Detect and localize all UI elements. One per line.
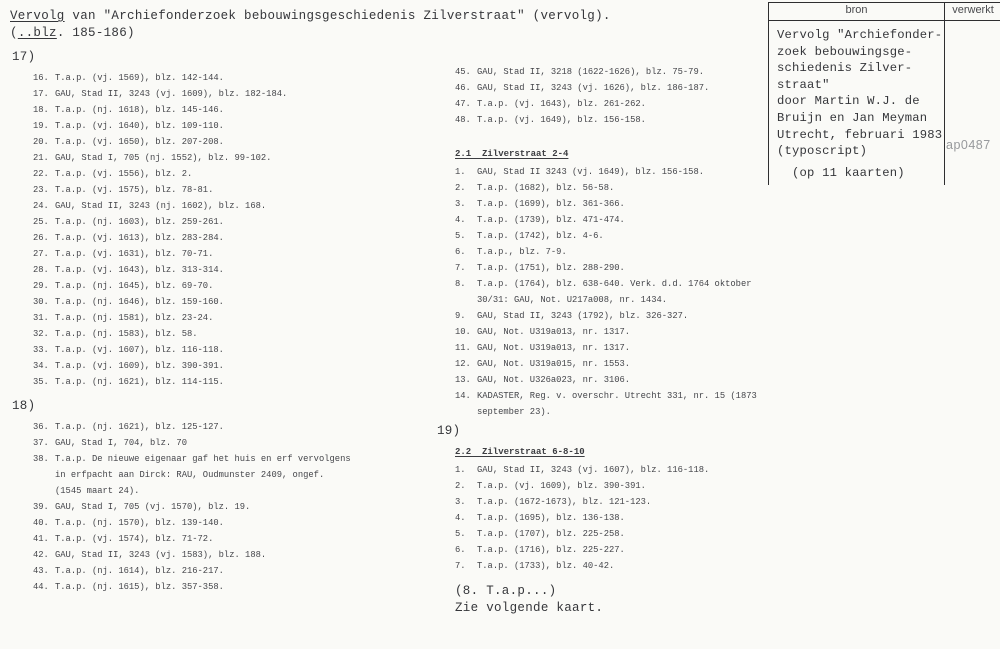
item-text <box>477 164 797 180</box>
text-line: T.a.p. (vj. 1569), blz. 142-144. <box>55 73 224 83</box>
item-text <box>55 563 432 579</box>
text-line: T.a.p. (nj. 1570), blz. 139-140. <box>55 518 224 528</box>
list-item <box>33 294 432 310</box>
text-line: GAU, Not. U326a023, nr. 3106. <box>477 375 631 385</box>
kaarten-note: (op 11 kaarten) <box>777 165 905 180</box>
list-item <box>455 180 797 196</box>
text-line: T.a.p. (nj. 1645), blz. 69-70. <box>55 281 214 291</box>
item-number: 19. <box>33 121 49 131</box>
item-number: 2. <box>455 481 466 491</box>
item-number: 39. <box>33 502 49 512</box>
note-line: (8. T.a.p...) <box>455 584 557 598</box>
item-number: 8. <box>455 279 466 289</box>
item-number: 22. <box>33 169 49 179</box>
text-line: september 23). <box>477 407 551 417</box>
text-line: T.a.p., blz. 7-9. <box>477 247 567 257</box>
item-text <box>477 356 797 372</box>
item-text <box>55 515 432 531</box>
text-line: T.a.p. (vj. 1609), blz. 390-391. <box>55 361 224 371</box>
item-number: 38. <box>33 454 49 464</box>
section <box>12 399 432 595</box>
item-text <box>477 462 797 478</box>
text-line: Bruijn en Jan Meyman <box>777 110 928 125</box>
item-number: 16. <box>33 73 49 83</box>
item-text <box>477 112 797 128</box>
list-item <box>455 356 797 372</box>
text-line: in erfpacht aan Dirck: RAU, Oudmunster 2409, ongef. <box>55 470 325 480</box>
list-item <box>33 198 432 214</box>
item-number: 25. <box>33 217 49 227</box>
item-text <box>55 435 432 451</box>
document-header <box>10 8 611 42</box>
item-text <box>55 70 432 86</box>
item-text <box>55 150 432 166</box>
item-text <box>477 340 797 356</box>
section-label: 19) <box>437 424 461 438</box>
item-text <box>477 212 797 228</box>
text-line: T.a.p. (1751), blz. 288-290. <box>477 263 625 273</box>
item-text <box>55 531 432 547</box>
item-text <box>477 494 797 510</box>
item-text <box>55 499 432 515</box>
text-line: T.a.p. (nj. 1583), blz. 58. <box>55 329 198 339</box>
item-number: 6. <box>455 545 466 555</box>
item-number: 10. <box>455 327 471 337</box>
item-list <box>437 164 797 420</box>
text-line: T.a.p. (nj. 1615), blz. 357-358. <box>55 582 224 592</box>
item-number: 26. <box>33 233 49 243</box>
list-item <box>33 374 432 390</box>
text-line: T.a.p. (vj. 1575), blz. 78-81. <box>55 185 214 195</box>
item-number: 30. <box>33 297 49 307</box>
text-line: GAU, Stad II, 3243 (nj. 1602), blz. 168. <box>55 201 267 211</box>
item-text <box>55 198 432 214</box>
text-line: T.a.p. (vj. 1650), blz. 207-208. <box>55 137 224 147</box>
section <box>437 444 797 574</box>
item-number: 17. <box>33 89 49 99</box>
item-text <box>477 372 797 388</box>
list-item <box>455 308 797 324</box>
item-number: 6. <box>455 247 466 257</box>
list-item <box>455 196 797 212</box>
list-item <box>33 435 432 451</box>
left-column <box>12 50 432 595</box>
item-text <box>477 478 797 494</box>
item-number: 3. <box>455 497 466 507</box>
text-line: GAU, Stad II, 3243 (1792), blz. 326-327. <box>477 311 689 321</box>
item-text <box>477 276 797 308</box>
item-text <box>477 260 797 276</box>
section <box>437 146 797 420</box>
item-number: 47. <box>455 99 471 109</box>
text-line: GAU, Stad I, 705 (nj. 1552), blz. 99-102. <box>55 153 272 163</box>
list-item <box>33 230 432 246</box>
list-item <box>455 372 797 388</box>
item-number: 42. <box>33 550 49 560</box>
section <box>437 583 797 617</box>
item-text <box>477 196 797 212</box>
list-item <box>33 326 432 342</box>
item-number: 32. <box>33 329 49 339</box>
text-line: straat" <box>777 77 830 92</box>
item-text <box>55 262 432 278</box>
subsection-title: 2.2 Zilverstraat 6-8-10 <box>455 447 585 457</box>
item-text <box>55 166 432 182</box>
list-item <box>33 182 432 198</box>
text-line: T.a.p. (vj. 1607), blz. 116-118. <box>55 345 224 355</box>
text-line: GAU, Stad II, 3243 (vj. 1583), blz. 188. <box>55 550 267 560</box>
list-item <box>33 358 432 374</box>
text-line: T.a.p. (nj. 1621), blz. 114-115. <box>55 377 224 387</box>
item-number: 27. <box>33 249 49 259</box>
item-text <box>55 310 432 326</box>
item-text <box>55 246 432 262</box>
text-line: zoek bebouwingsge- <box>777 44 913 59</box>
text-line: T.a.p. (nj. 1618), blz. 145-146. <box>55 105 224 115</box>
list-item <box>33 515 432 531</box>
item-text <box>477 80 797 96</box>
item-number: 14. <box>455 391 471 401</box>
list-item <box>455 510 797 526</box>
verwerkt-value: ap0487 <box>946 138 991 152</box>
text-line: T.a.p. (vj. 1613), blz. 283-284. <box>55 233 224 243</box>
list-item <box>33 166 432 182</box>
text-line: GAU, Stad II, 3218 (1622-1626), blz. 75-79. <box>477 67 704 77</box>
item-text <box>55 342 432 358</box>
text-line: KADASTER, Reg. v. overschr. Utrecht 331, nr. 15 (1873 <box>477 391 757 401</box>
text-line: T.a.p. (1682), blz. 56-58. <box>477 183 615 193</box>
list-item <box>455 80 797 96</box>
list-item <box>455 112 797 128</box>
item-number: 35. <box>33 377 49 387</box>
item-text <box>55 374 432 390</box>
item-number: 43. <box>33 566 49 576</box>
text-line: T.a.p. (1733), blz. 40-42. <box>477 561 615 571</box>
text-line: Utrecht, februari 1983 <box>777 127 943 142</box>
list-item <box>33 547 432 563</box>
item-number: 7. <box>455 561 466 571</box>
item-text <box>477 244 797 260</box>
text-line: T.a.p. (1716), blz. 225-227. <box>477 545 625 555</box>
list-item <box>33 86 432 102</box>
verwerkt-header: verwerkt <box>952 4 994 16</box>
item-number: 28. <box>33 265 49 275</box>
text-line: GAU, Not. U319a015, nr. 1553. <box>477 359 631 369</box>
item-text <box>477 324 797 340</box>
text-line: GAU, Not. U319a013, nr. 1317. <box>477 327 631 337</box>
item-number: 41. <box>33 534 49 544</box>
item-number: 18. <box>33 105 49 115</box>
item-text <box>55 547 432 563</box>
list-item <box>455 388 797 420</box>
item-number: 34. <box>33 361 49 371</box>
list-item <box>33 531 432 547</box>
list-item <box>33 262 432 278</box>
item-number: 5. <box>455 231 466 241</box>
text-line: door Martin W.J. de <box>777 94 920 109</box>
item-text <box>55 278 432 294</box>
item-list <box>12 419 432 595</box>
text-line: GAU, Stad II, 3243 (vj. 1626), blz. 186-187. <box>477 83 710 93</box>
item-text <box>477 388 797 420</box>
list-item <box>33 499 432 515</box>
text-line: T.a.p. (vj. 1640), blz. 109-110. <box>55 121 224 131</box>
item-text <box>55 419 432 435</box>
item-text <box>55 118 432 134</box>
list-item <box>33 451 432 499</box>
text-line: T.a.p. (1695), blz. 136-138. <box>477 513 625 523</box>
list-item <box>455 478 797 494</box>
text-line: T.a.p. (nj. 1581), blz. 23-24. <box>55 313 214 323</box>
title-rest: van "Archiefonderzoek bebouwingsgeschiedenis Zilverstraat" (vervolg). <box>64 9 611 23</box>
text-line: GAU, Stad II 3243 (vj. 1649), blz. 156-158. <box>477 167 704 177</box>
item-number: 12. <box>455 359 471 369</box>
list-item <box>455 64 797 80</box>
item-number: 21. <box>33 153 49 163</box>
list-item <box>455 462 797 478</box>
text-line: Vervolg "Archiefonder- <box>777 28 943 42</box>
bron-source-lines <box>777 27 943 160</box>
text-line: T.a.p. (vj. 1574), blz. 71-72. <box>55 534 214 544</box>
item-text <box>55 214 432 230</box>
list-item <box>33 278 432 294</box>
text-line: T.a.p. (nj. 1646), blz. 159-160. <box>55 297 224 307</box>
text-line: T.a.p. (nj. 1621), blz. 125-127. <box>55 422 224 432</box>
item-number: 5. <box>455 529 466 539</box>
item-text <box>55 86 432 102</box>
text-line: T.a.p. (vj. 1649), blz. 156-158. <box>477 115 646 125</box>
text-line: T.a.p. (1672-1673), blz. 121-123. <box>477 497 652 507</box>
bron-verwerkt-box <box>768 2 1000 185</box>
text-line: schiedenis Zilver- <box>777 61 913 76</box>
section <box>437 64 797 128</box>
list-item <box>33 102 432 118</box>
item-text <box>477 180 797 196</box>
item-number: 36. <box>33 422 49 432</box>
text-line: GAU, Stad II, 3243 (vj. 1609), blz. 182-184. <box>55 89 288 99</box>
item-number: 7. <box>455 263 466 273</box>
item-number: 46. <box>455 83 471 93</box>
text-line: GAU, Stad II, 3243 (vj. 1607), blz. 116-118. <box>477 465 710 475</box>
section <box>12 50 432 390</box>
text-line: T.a.p. (1699), blz. 361-366. <box>477 199 625 209</box>
subsection-title: 2.1 Zilverstraat 2-4 <box>455 149 569 159</box>
list-item <box>33 579 432 595</box>
item-list <box>437 462 797 574</box>
item-text <box>477 96 797 112</box>
text-line: T.a.p. (vj. 1643), blz. 313-314. <box>55 265 224 275</box>
bron-text <box>777 27 943 181</box>
item-number: 1. <box>455 167 466 177</box>
list-item <box>33 134 432 150</box>
list-item <box>455 324 797 340</box>
item-number: 4. <box>455 215 466 225</box>
list-item <box>33 563 432 579</box>
list-item <box>455 340 797 356</box>
item-number: 11. <box>455 343 471 353</box>
item-text <box>477 542 797 558</box>
section-label: 18) <box>12 399 36 413</box>
list-item <box>33 419 432 435</box>
list-item <box>33 150 432 166</box>
list-item <box>33 342 432 358</box>
text-line: T.a.p. (vj. 1556), blz. 2. <box>55 169 193 179</box>
text-line: T.a.p. (1742), blz. 4-6. <box>477 231 604 241</box>
section-label: 17) <box>12 50 36 64</box>
text-line: T.a.p. (1764), blz. 638-640. Verk. d.d. 1764 oktober <box>477 279 752 289</box>
item-number: 31. <box>33 313 49 323</box>
item-number: 45. <box>455 67 471 77</box>
list-item <box>33 118 432 134</box>
bron-header: bron <box>845 4 868 16</box>
text-line: T.a.p. (vj. 1609), blz. 390-391. <box>477 481 646 491</box>
right-column <box>437 64 797 617</box>
item-text <box>55 294 432 310</box>
section <box>437 424 797 439</box>
text-line: T.a.p. De nieuwe eigenaar gaf het huis en erf vervolgens <box>55 454 351 464</box>
item-number: 23. <box>33 185 49 195</box>
item-number: 37. <box>33 438 49 448</box>
text-line: GAU, Not. U319a013, nr. 1317. <box>477 343 631 353</box>
list-item <box>455 228 797 244</box>
item-text <box>55 230 432 246</box>
list-item <box>455 244 797 260</box>
item-text <box>55 579 432 595</box>
item-number: 1. <box>455 465 466 475</box>
box-header-row <box>769 3 1000 21</box>
item-text <box>477 64 797 80</box>
item-list <box>12 70 432 390</box>
text-line: 30/31: GAU, Not. U217a008, nr. 1434. <box>477 295 668 305</box>
list-item <box>455 260 797 276</box>
list-item <box>455 494 797 510</box>
text-line: T.a.p. (1739), blz. 471-474. <box>477 215 625 225</box>
item-number: 3. <box>455 199 466 209</box>
list-item <box>455 276 797 308</box>
list-item <box>455 96 797 112</box>
item-text <box>55 182 432 198</box>
item-text <box>55 102 432 118</box>
list-item <box>33 310 432 326</box>
item-text <box>55 451 432 499</box>
list-item <box>33 214 432 230</box>
text-line: T.a.p. (nj. 1603), blz. 259-261. <box>55 217 224 227</box>
list-item <box>455 558 797 574</box>
note-line: Zie volgende kaart. <box>455 601 604 615</box>
item-number: 20. <box>33 137 49 147</box>
text-line: T.a.p. (vj. 1643), blz. 261-262. <box>477 99 646 109</box>
text-line: (1545 maart 24). <box>55 486 140 496</box>
document-title <box>10 8 611 25</box>
list-item <box>455 542 797 558</box>
item-number: 29. <box>33 281 49 291</box>
text-line: T.a.p. (vj. 1631), blz. 70-71. <box>55 249 214 259</box>
item-number: 4. <box>455 513 466 523</box>
item-text <box>477 308 797 324</box>
box-column-divider <box>944 3 945 185</box>
item-number: 40. <box>33 518 49 528</box>
item-text <box>477 510 797 526</box>
item-number: 13. <box>455 375 471 385</box>
item-text <box>477 228 797 244</box>
text-line: (typoscript) <box>777 144 868 159</box>
item-list <box>437 64 797 128</box>
item-text <box>55 326 432 342</box>
text-line: GAU, Stad I, 705 (vj. 1570), blz. 19. <box>55 502 251 512</box>
text-line: T.a.p. (nj. 1614), blz. 216-217. <box>55 566 224 576</box>
list-item <box>455 212 797 228</box>
list-item <box>455 164 797 180</box>
item-number: 2. <box>455 183 466 193</box>
item-number: 9. <box>455 311 466 321</box>
list-item <box>33 246 432 262</box>
item-text <box>477 558 797 574</box>
list-item <box>33 70 432 86</box>
item-number: 24. <box>33 201 49 211</box>
item-number: 44. <box>33 582 49 592</box>
item-text <box>55 134 432 150</box>
text-line: GAU, Stad I, 704, blz. 70 <box>55 438 187 448</box>
item-number: 33. <box>33 345 49 355</box>
item-text <box>477 526 797 542</box>
item-text <box>55 358 432 374</box>
text-line: T.a.p. (1707), blz. 225-258. <box>477 529 625 539</box>
list-item <box>455 526 797 542</box>
document-subtitle: (..blz. 185-186) <box>10 26 135 40</box>
item-number: 48. <box>455 115 471 125</box>
title-underlined-word: Vervolg <box>10 9 65 23</box>
